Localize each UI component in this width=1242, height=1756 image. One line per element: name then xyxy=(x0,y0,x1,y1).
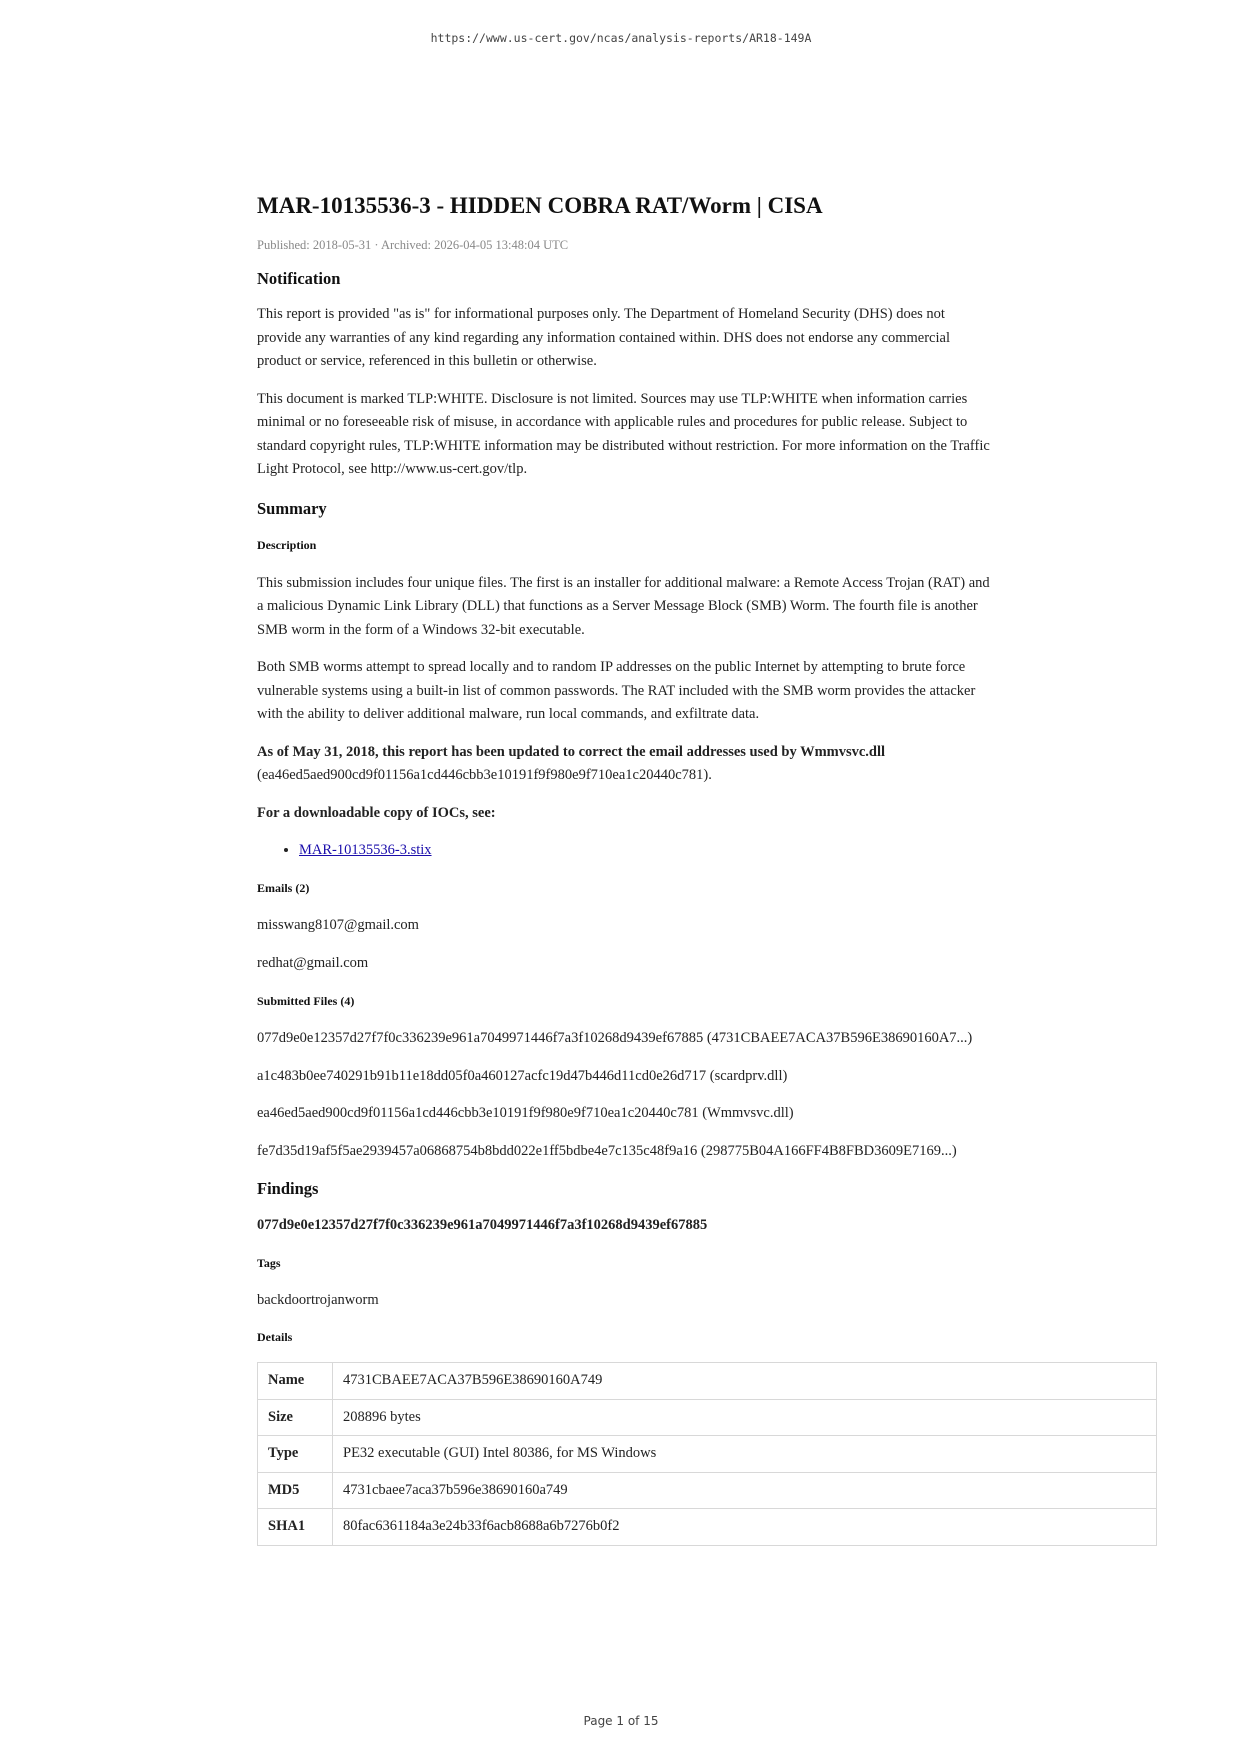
ioc-list xyxy=(257,839,990,862)
page-title: MAR-10135536-3 - HIDDEN COBRA RAT/Worm | CISA xyxy=(257,193,823,218)
update-note-bold: As of May 31, 2018, this report has been updated to correct the email addresses used by Wmmvsvc.dll xyxy=(257,743,886,760)
detail-value: 80fac6361184a3e24b33f6acb8688a6b7276b0f2 xyxy=(333,1509,1157,1546)
page-number: Page 1 of 15 xyxy=(583,1714,659,1728)
summary-paragraph-2: Both SMB worms attempt to spread locally and to random IP addresses on the public Internet by attempting to brute force vulnerable systems using a built-in list of common passwords. The RAT included with the SMB worm provides the attacker with the ability to deliver additional malware, run local commands, and exfiltrate data. xyxy=(257,659,976,722)
tags-heading: Tags xyxy=(257,1255,281,1270)
detail-key: Type xyxy=(258,1436,333,1473)
detail-value: PE32 executable (GUI) Intel 80386, for MS Windows xyxy=(333,1436,1157,1473)
details-table xyxy=(257,1362,1157,1546)
summary-heading: Summary xyxy=(257,498,327,518)
submitted-file-item: ea46ed5aed900cd9f01156a1cd446cbb3e10191f9f980e9f710ea1c20440c781 (Wmmvsvc.dll) xyxy=(257,1105,794,1121)
detail-value: 208896 bytes xyxy=(333,1399,1157,1436)
ioc-label: For a downloadable copy of IOCs, see: xyxy=(257,804,496,821)
detail-key: SHA1 xyxy=(258,1509,333,1546)
findings-heading: Findings xyxy=(257,1179,319,1198)
update-note xyxy=(257,741,990,788)
submitted-files-heading: Submitted Files (4) xyxy=(257,994,355,1008)
email-item: misswang8107@gmail.com xyxy=(257,917,419,933)
ioc-stix-link[interactable]: MAR-10135536-3.stix xyxy=(299,842,432,858)
notification-heading: Notification xyxy=(257,269,341,288)
article-content xyxy=(257,188,990,1546)
publish-meta: Published: 2018-05-31 · Archived: 2026-04-05 13:48:04 UTC xyxy=(257,238,569,252)
table-row xyxy=(258,1436,1157,1473)
table-row xyxy=(258,1509,1157,1546)
table-row xyxy=(258,1363,1157,1400)
description-heading: Description xyxy=(257,537,317,552)
notification-paragraph-1: This report is provided "as is" for informational purposes only. The Department of Homeland Security (DHS) does not provide any warranties of any kind regarding any information contained within. DHS does not endorse any commercial product or service, referenced in this bulletin or otherwise. xyxy=(257,306,950,369)
email-item: redhat@gmail.com xyxy=(257,954,369,971)
submitted-file-item: a1c483b0ee740291b91b11e18dd05f0a460127acfc19d47b446d11cd0e26d717 (scardprv.dll) xyxy=(257,1067,788,1084)
detail-value: 4731cbaee7aca37b596e38690160a749 xyxy=(333,1472,1157,1509)
detail-value: 4731CBAEE7ACA37B596E38690160A749 xyxy=(333,1363,1157,1400)
detail-key: Name xyxy=(258,1363,333,1400)
notification-paragraph-2: This document is marked TLP:WHITE. Disclosure is not limited. Sources may use TLP:WHITE when information carries minimal or no foreseeable risk of misuse, in accordance with applicable rules and procedures for public release. Subject to standard copyright rules, TLP:WHITE information may be distributed without restriction. For more information on the Traffic Light Protocol, see http://www.us-cert.gov/tlp. xyxy=(257,390,990,477)
page-url-header: https://www.us-cert.gov/ncas/analysis-reports/AR18-149A xyxy=(430,31,812,45)
detail-key: MD5 xyxy=(258,1472,333,1509)
submitted-file-item: fe7d35d19af5f5ae2939457a06868754b8bdd022e1ff5bdbe4e7c135c48f9a16 (298775B04A166FF4B8FBD3609E7169...) xyxy=(257,1142,957,1159)
details-heading: Details xyxy=(257,1330,293,1344)
finding-hash: 077d9e0e12357d27f7f0c336239e961a7049971446f7a3f10268d9439ef67885 xyxy=(257,1217,708,1233)
emails-heading: Emails (2) xyxy=(257,881,310,895)
submitted-file-item: 077d9e0e12357d27f7f0c336239e961a7049971446f7a3f10268d9439ef67885 (4731CBAEE7ACA37B596E38690160A7...) xyxy=(257,1030,973,1046)
list-item xyxy=(299,839,990,862)
table-row xyxy=(258,1472,1157,1509)
update-note-hash: (ea46ed5aed900cd9f01156a1cd446cbb3e10191f9f980e9f710ea1c20440c781). xyxy=(257,767,712,783)
tags-value: backdoortrojanworm xyxy=(257,1291,379,1308)
table-row xyxy=(258,1399,1157,1436)
detail-key: Size xyxy=(258,1399,333,1436)
summary-paragraph-1: This submission includes four unique files. The first is an installer for additional malware: a Remote Access Trojan (RAT) and a malicious Dynamic Link Library (DLL) that functions as a Server Message Block (SMB) Worm. The fourth file is another SMB worm in the form of a Windows 32-bit executable. xyxy=(257,574,990,638)
